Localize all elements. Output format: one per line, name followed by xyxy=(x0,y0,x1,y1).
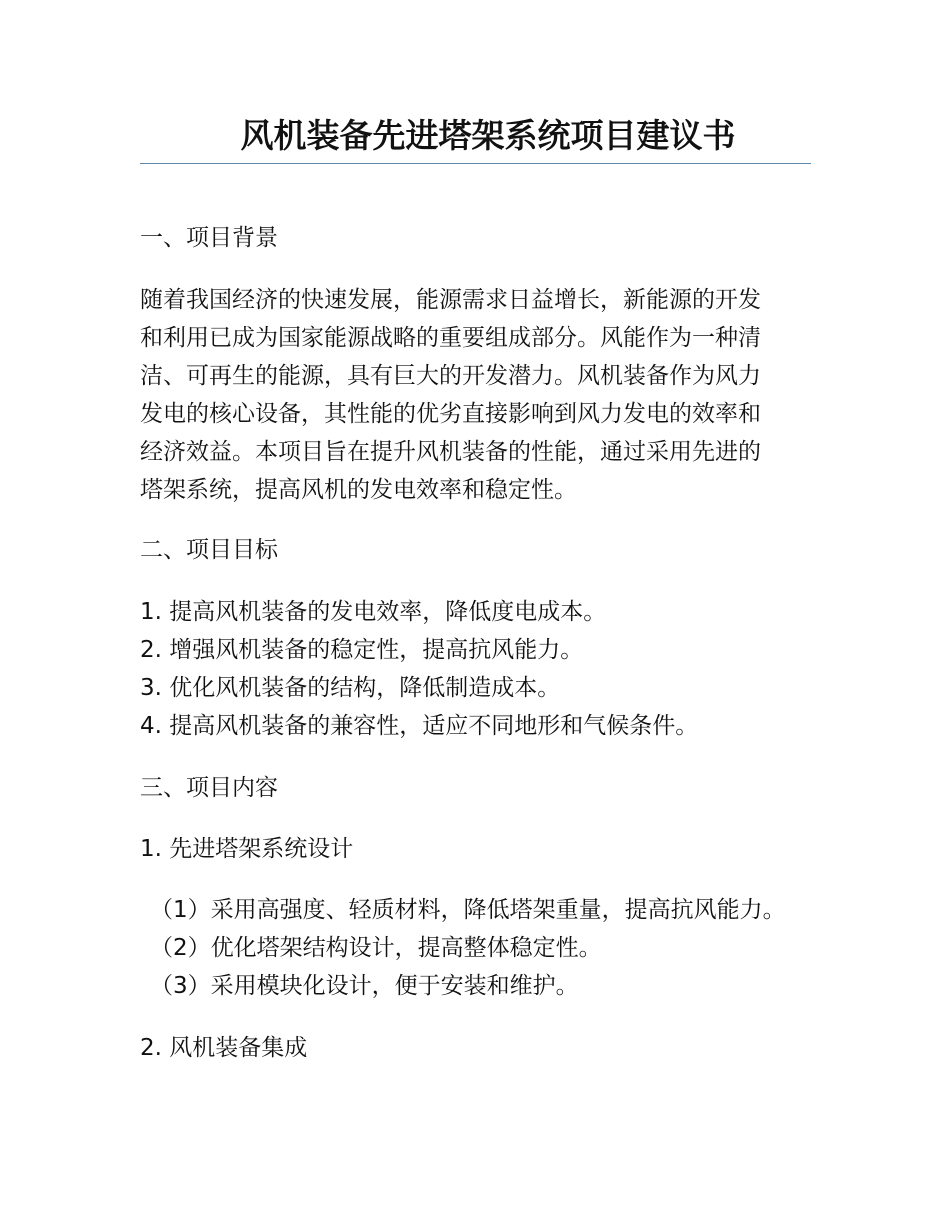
title-divider xyxy=(140,163,811,164)
subsection-heading-tower-design: 1. 先进塔架系统设计 xyxy=(140,836,354,862)
design-item: （2）优化塔架结构设计，提高整体稳定性。 xyxy=(150,935,602,961)
paragraph-line: 和利用已成为国家能源战略的重要组成部分。风能作为一种清 xyxy=(140,325,761,351)
paragraph-line: 塔架系统，提高风机的发电效率和稳定性。 xyxy=(140,477,577,503)
design-item: （3）采用模块化设计，便于安装和维护。 xyxy=(150,973,579,999)
section-heading-content: 三、项目内容 xyxy=(140,775,278,801)
paragraph-line: 随着我国经济的快速发展，能源需求日益增长，新能源的开发 xyxy=(140,287,761,313)
document-title: 风机装备先进塔架系统项目建议书 xyxy=(240,116,736,155)
subsection-heading-integration: 2. 风机装备集成 xyxy=(140,1035,308,1061)
goal-item: 2. 增强风机装备的稳定性，提高抗风能力。 xyxy=(140,637,584,663)
section-heading-goals: 二、项目目标 xyxy=(140,537,278,563)
paragraph-line: 洁、可再生的能源，具有巨大的开发潜力。风机装备作为风力 xyxy=(140,363,761,389)
background-paragraph xyxy=(140,281,812,509)
goal-item: 3. 优化风机装备的结构，降低制造成本。 xyxy=(140,675,561,701)
paragraph-line: 发电的核心设备，其性能的优劣直接影响到风力发电的效率和 xyxy=(140,401,761,427)
paragraph-line: 经济效益。本项目旨在提升风机装备的性能，通过采用先进的 xyxy=(140,439,761,465)
section-heading-background: 一、项目背景 xyxy=(140,225,278,251)
goal-item: 1. 提高风机装备的发电效率，降低度电成本。 xyxy=(140,599,607,625)
goal-item: 4. 提高风机装备的兼容性，适应不同地形和气候条件。 xyxy=(140,713,699,739)
design-item: （1）采用高强度、轻质材料，降低塔架重量，提高抗风能力。 xyxy=(150,897,786,923)
